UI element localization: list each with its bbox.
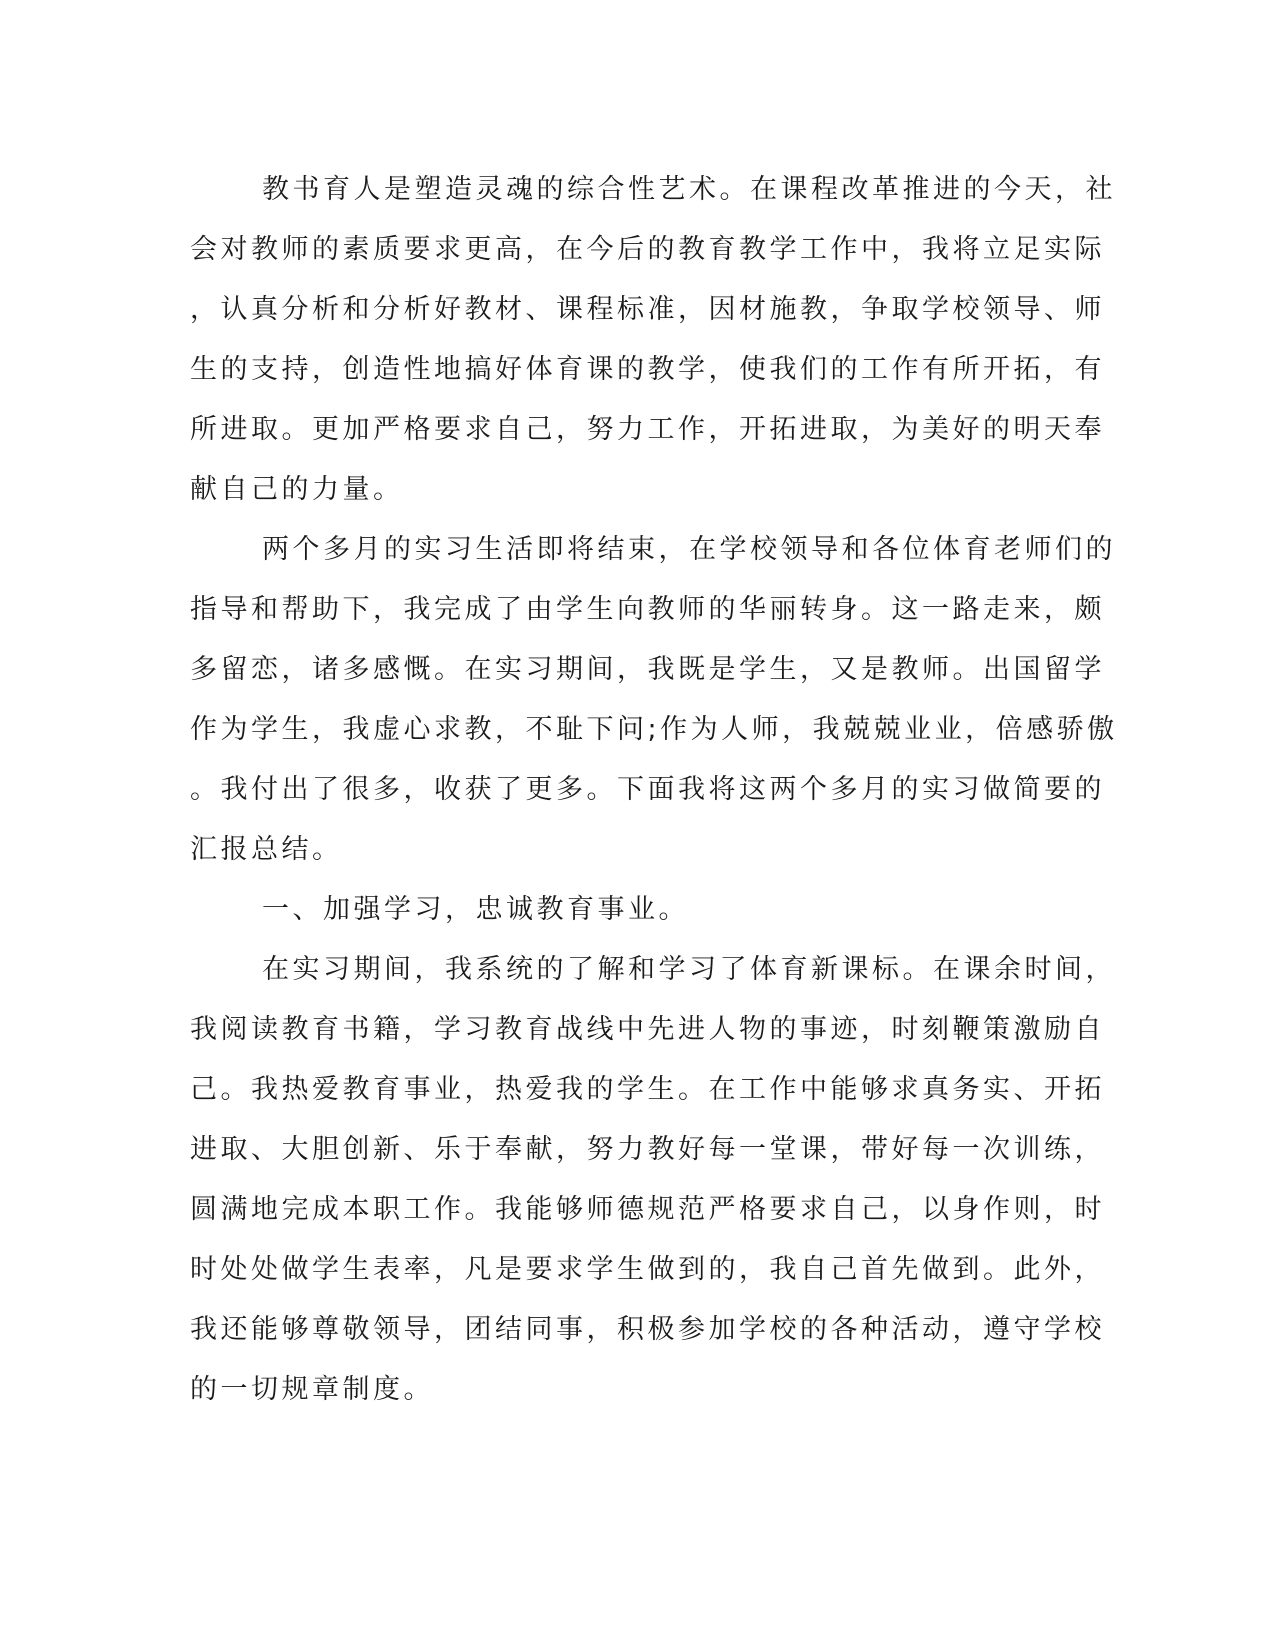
paragraph-3-line-5: 圆满地完成本职工作。我能够师德规范严格要求自己，以身作则，时 [190,1194,1105,1225]
paragraph-3-line-1: 在实习期间，我系统的了解和学习了体育新课标。在课余时间， [262,954,1116,985]
document-body [190,160,1118,1420]
paragraph-3-line-7: 我还能够尊敬领导，团结同事，积极参加学校的各种活动，遵守学校 [190,1314,1105,1345]
paragraph-3-line-4: 进取、大胆创新、乐于奉献，努力教好每一堂课，带好每一次训练， [190,1134,1105,1165]
paragraph-1-line-1: 教书育人是塑造灵魂的综合性艺术。在课程改革推进的今天，社 [262,174,1116,205]
paragraph-1-line-2: 会对教师的素质要求更高，在今后的教育教学工作中，我将立足实际 [190,234,1105,265]
paragraph-1-line-4: 生的支持，创造性地搞好体育课的教学，使我们的工作有所开拓，有 [190,354,1105,385]
paragraph-2-line-6: 汇报总结。 [190,834,343,865]
paragraph-3-line-8: 的一切规章制度。 [190,1374,434,1405]
paragraph-2-line-1: 两个多月的实习生活即将结束，在学校领导和各位体育老师们的 [262,534,1116,565]
section-heading-1: 一、加强学习，忠诚教育事业。 [262,894,689,925]
paragraph-3-line-6: 时处处做学生表率，凡是要求学生做到的，我自己首先做到。此外， [190,1254,1105,1285]
paragraph-1-line-6: 献自己的力量。 [190,474,404,505]
paragraph-2-line-2: 指导和帮助下，我完成了由学生向教师的华丽转身。这一路走来，颇 [190,594,1105,625]
paragraph-2-line-4: 作为学生，我虚心求教，不耻下问;作为人师，我兢兢业业，倍感骄傲 [190,714,1118,745]
paragraph-3-line-3: 己。我热爱教育事业，热爱我的学生。在工作中能够求真务实、开拓 [190,1074,1105,1105]
paragraph-2-line-3: 多留恋，诸多感慨。在实习期间，我既是学生，又是教师。出国留学 [190,654,1105,685]
paragraph-1-line-3: ，认真分析和分析好教材、课程标准，因材施教，争取学校领导、师 [190,294,1105,325]
paragraph-3-line-2: 我阅读教育书籍，学习教育战线中先进人物的事迹，时刻鞭策激励自 [190,1014,1105,1045]
paragraph-2-line-5: 。我付出了很多，收获了更多。下面我将这两个多月的实习做简要的 [190,774,1105,805]
paragraph-1-line-5: 所进取。更加严格要求自己，努力工作，开拓进取，为美好的明天奉 [190,414,1105,445]
